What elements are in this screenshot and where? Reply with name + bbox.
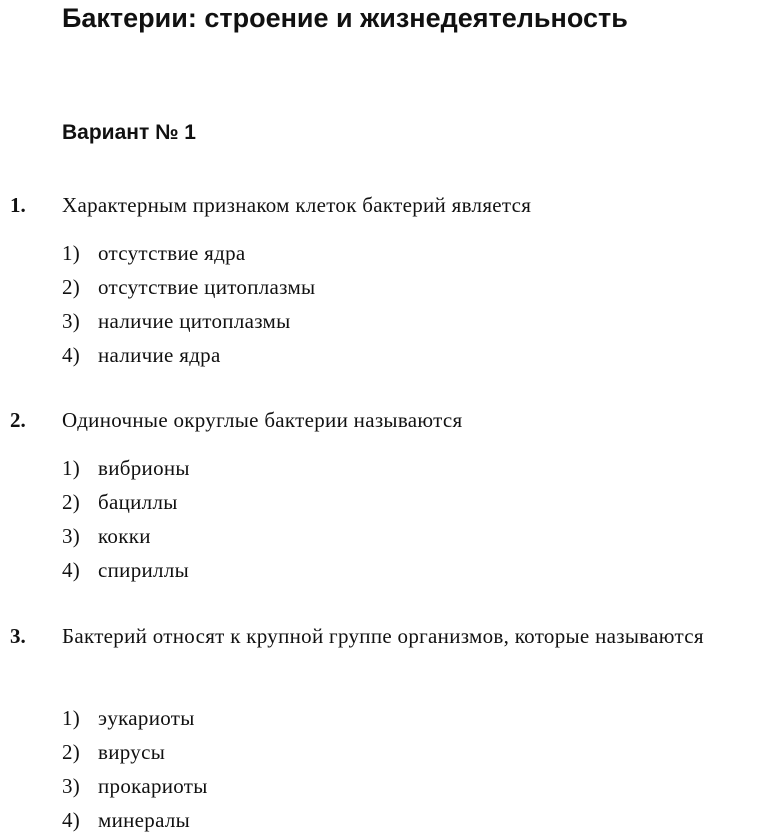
answer-option-4 (62, 803, 208, 837)
answer-option-3 (62, 304, 315, 338)
option-number: 1) (62, 241, 81, 265)
answer-option-4 (62, 338, 315, 372)
option-text: бациллы (98, 490, 178, 514)
question-text: Бактерий относят к крупной группе организмов, которые называются (62, 624, 704, 648)
option-text: эукариоты (98, 706, 195, 730)
option-number: 2) (62, 740, 81, 764)
question-text: Характерным признаком клеток бактерий является (62, 193, 532, 217)
answer-option-3 (62, 519, 190, 553)
answer-option-2 (62, 485, 190, 519)
variant-heading: Вариант № 1 (62, 121, 196, 144)
answer-option-1 (62, 701, 208, 735)
answer-option-4 (62, 553, 190, 587)
answer-option-2 (62, 735, 208, 769)
option-text: кокки (98, 524, 151, 548)
question-number: 3. (10, 624, 26, 648)
answer-options (62, 451, 190, 587)
question-text: Одиночные округлые бактерии называются (62, 408, 463, 432)
option-text: спириллы (98, 558, 190, 582)
question-number: 2. (10, 408, 26, 432)
option-text: наличие ядра (98, 343, 221, 367)
answer-option-3 (62, 769, 208, 803)
answer-option-2 (62, 270, 315, 304)
option-number: 4) (62, 343, 81, 367)
option-text: вибрионы (98, 456, 190, 480)
option-number: 4) (62, 558, 81, 582)
option-text: минералы (98, 808, 191, 832)
answer-options (62, 236, 315, 372)
answer-options (62, 701, 208, 837)
question-number: 1. (10, 193, 26, 217)
option-number: 4) (62, 808, 81, 832)
option-text: наличие цитоплазмы (98, 309, 291, 333)
option-number: 2) (62, 275, 81, 299)
option-text: отсутствие ядра (98, 241, 246, 265)
option-text: вирусы (98, 740, 166, 764)
option-number: 1) (62, 706, 81, 730)
option-number: 3) (62, 774, 81, 798)
option-number: 2) (62, 490, 81, 514)
option-number: 1) (62, 456, 81, 480)
answer-option-1 (62, 236, 315, 270)
option-number: 3) (62, 524, 81, 548)
answer-option-1 (62, 451, 190, 485)
page-title: Бактерии: строение и жизнедеятельность (62, 3, 628, 33)
option-text: отсутствие цитоплазмы (98, 275, 316, 299)
option-number: 3) (62, 309, 81, 333)
option-text: прокариоты (98, 774, 208, 798)
